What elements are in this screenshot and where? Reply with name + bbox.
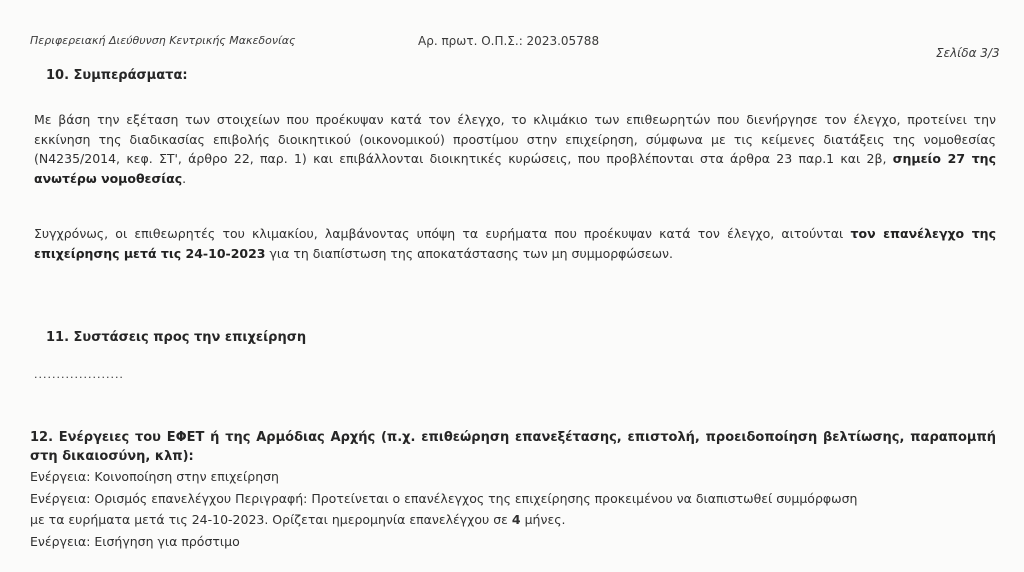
paragraph-2-text: Συγχρόνως, οι επιθεωρητές του κλιμακίου, λαμβάνοντας υπόψη τα ευρήματα που προέκυψαν κατά τον έλεγχο, αιτούνται — [34, 226, 844, 241]
section-10-paragraph-1 — [34, 110, 996, 188]
action-item-1: Ενέργεια: Κοινοποίηση στην επιχείρηση — [30, 469, 279, 484]
action-item-2-bold-months: 4 — [511, 512, 521, 527]
section-10-heading: 10. Συμπεράσματα: — [46, 68, 188, 83]
section-10-paragraph-2 — [34, 224, 996, 263]
header-protocol: Αρ. πρωτ. Ο.Π.Σ.: 2023.05788 — [418, 34, 600, 48]
header-page-number: Σελίδα 3/3 — [936, 46, 1000, 60]
action-item-2-text-b: μήνες. — [524, 512, 566, 527]
action-item-2-line-1: Ενέργεια: Ορισμός επανελέγχου Περιγραφή: Προτείνεται ο επανέλεγχος της επιχείρησης προκειμένου να διαπιστωθεί συμμόρφωση — [30, 491, 858, 506]
header-office: Περιφερειακή Διεύθυνση Κεντρικής Μακεδονίας — [30, 34, 296, 47]
action-item-3: Ενέργεια: Εισήγηση για πρόστιμο — [30, 534, 240, 549]
paragraph-1-bold: σημείο 27 της ανωτέρω νομοθεσίας — [34, 151, 996, 186]
paragraph-2-bold: τον επανέλεγχο της επιχείρησης μετά τις 24-10-2023 — [34, 226, 996, 261]
paragraph-1-text: Με βάση την εξέταση των στοιχείων που προέκυψαν κατά τον έλεγχο, το κλιμάκιο των επιθεωρητών που διενήργησε τον έλεγχο, προτείνει την εκκίνηση της διαδικασίας επιβολής διοικητικού (οικονομικού) προστίμου στην επιχείρηση, σύμφωνα με τις κείμενες διατάξεις της νομοθεσίας (Ν4235/2014, κεφ. ΣΤ', άρθρο 22, παρ. 1) και επιβάλλονται διοικητικές κυρώσεις, που προβλέπονται στα άρθρα 23 παρ.1 και 2β, — [34, 112, 996, 166]
section-11-placeholder-dots: .................... — [34, 368, 124, 381]
section-12-heading: 12. Ενέργειες του ΕΦΕΤ ή της Αρμόδιας Αρχής (π.χ. επιθεώρηση επανεξέτασης, επιστολή, προειδοποίηση βελτίωσης, παραπομπή στη δικαιοσύνη, κλπ): — [30, 430, 996, 464]
action-item-2-line-2 — [30, 512, 566, 527]
paragraph-2-end: για τη διαπίστωση της αποκατάστασης των μη συμμορφώσεων. — [269, 245, 673, 261]
section-11-heading: 11. Συστάσεις προς την επιχείρηση — [46, 330, 307, 345]
paragraph-1-end: . — [182, 170, 187, 186]
action-item-2-text-a: με τα ευρήματα μετά τις 24-10-2023. Ορίζεται ημερομηνία επανελέγχου σε — [30, 512, 508, 527]
